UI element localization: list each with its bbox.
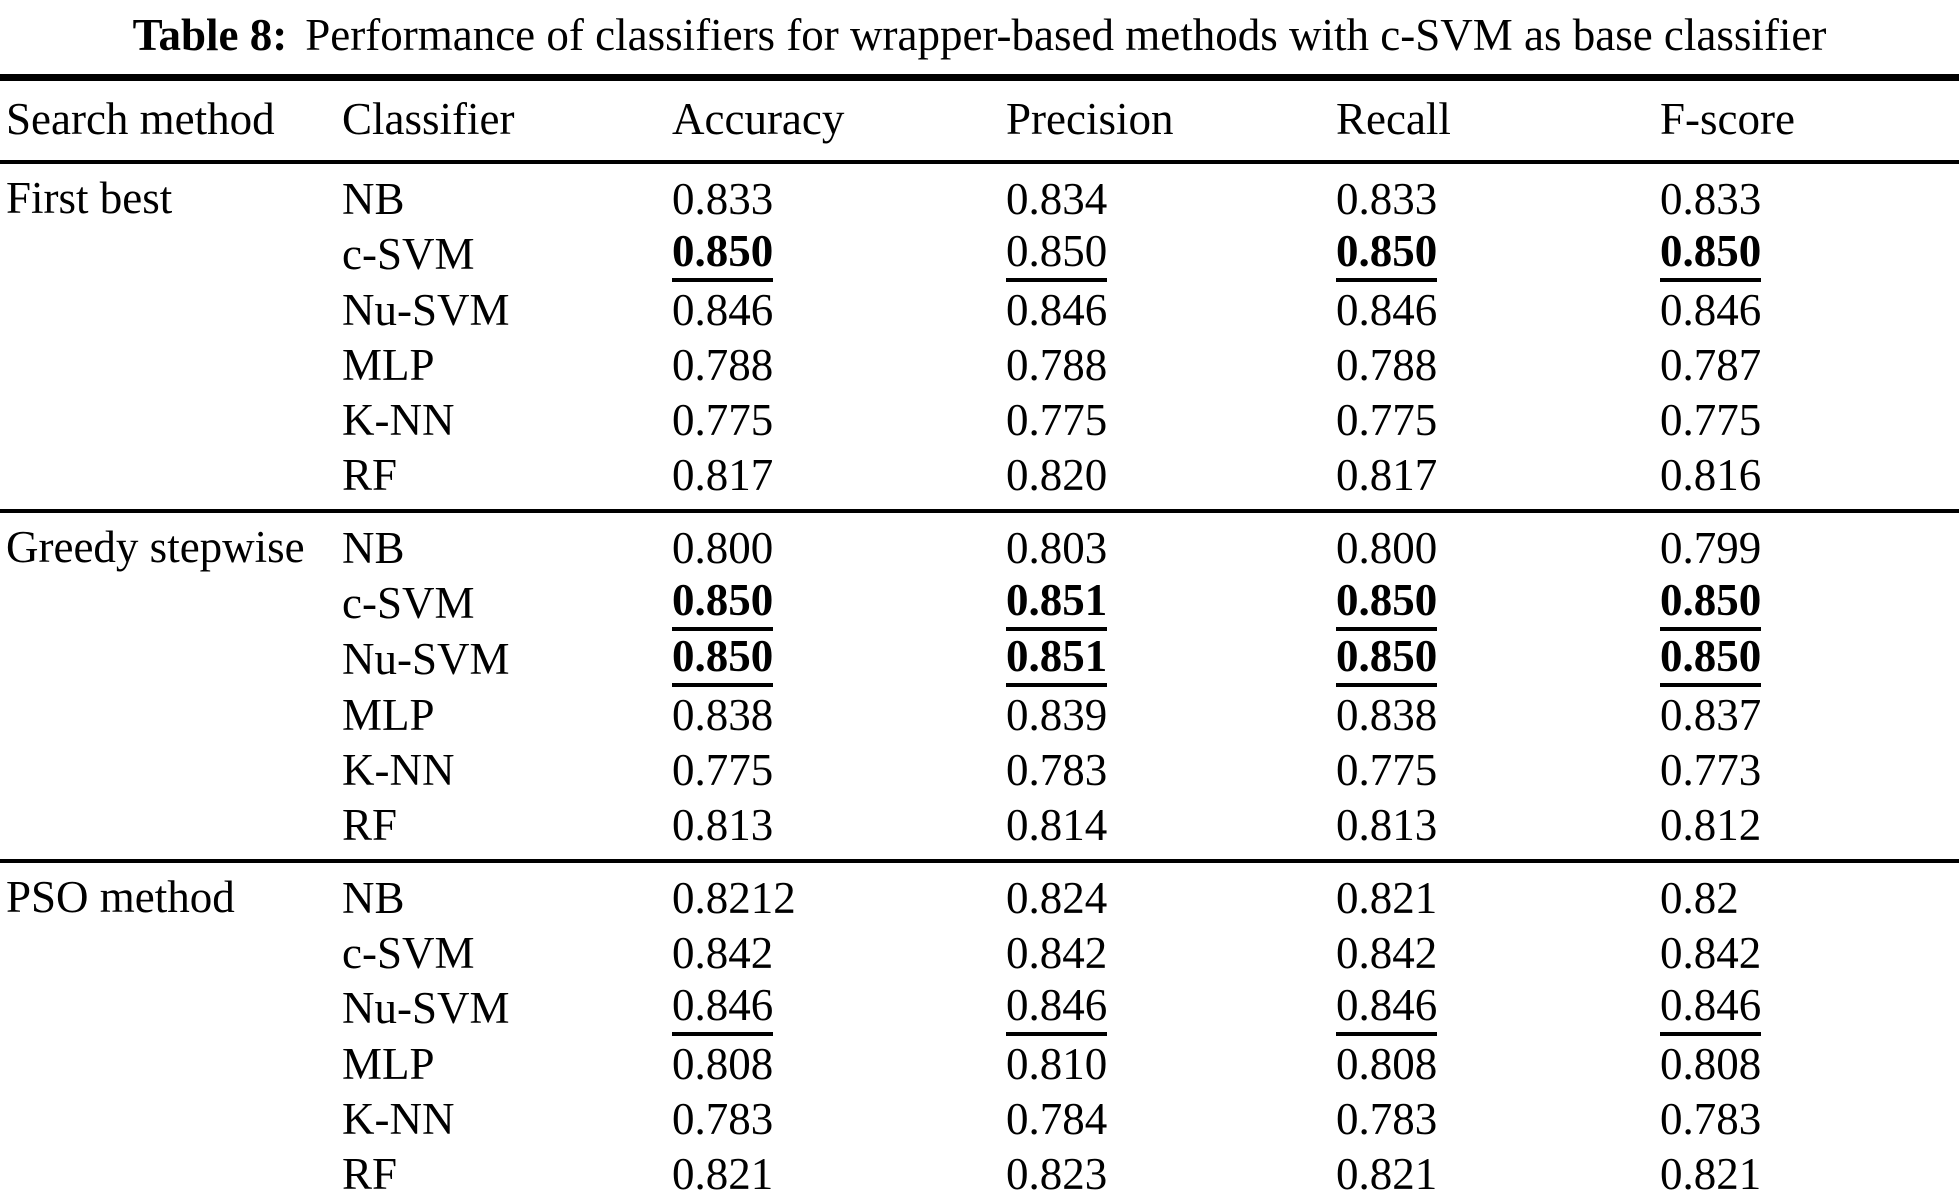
- metric-value: 0.850: [672, 634, 773, 687]
- column-header-classifier: [336, 78, 666, 163]
- classifier-label: c-SVM: [342, 578, 475, 628]
- metric-value-cell: [1330, 337, 1654, 392]
- metric-value-cell: [1330, 575, 1654, 631]
- classifier-label: Nu-SVM: [342, 284, 510, 335]
- metric-value: 0.817: [1336, 449, 1438, 500]
- metric-value-cell: [1000, 282, 1330, 337]
- metric-value-cell: [1330, 511, 1654, 575]
- metric-value: 0.788: [672, 339, 774, 390]
- metric-value: 0.783: [672, 1093, 774, 1144]
- metric-value: 0.851: [1006, 578, 1107, 631]
- metric-value-cell: [1654, 1036, 1959, 1091]
- metric-value-cell: [1330, 1036, 1654, 1091]
- classifier-cell: [336, 1146, 666, 1202]
- classifier-cell: [336, 1091, 666, 1146]
- metric-value: 0.814: [1006, 799, 1108, 850]
- classifier-label: K-NN: [342, 394, 455, 445]
- metric-value: 0.821: [672, 1148, 774, 1199]
- metric-value: 0.850: [1336, 578, 1437, 631]
- metric-value-cell: [1654, 1146, 1959, 1202]
- classifier-cell: [336, 687, 666, 742]
- metric-value: 0.842: [1336, 927, 1438, 978]
- classifier-label: Nu-SVM: [342, 634, 510, 684]
- metric-value-cell: [1654, 980, 1959, 1036]
- metric-value-cell: [1000, 980, 1330, 1036]
- metric-value: 0.810: [1006, 1038, 1108, 1089]
- metric-value-cell: [666, 861, 1000, 925]
- classifier-cell: [336, 631, 666, 687]
- metric-value-cell: [1330, 742, 1654, 797]
- results-table: [0, 74, 1959, 1202]
- metric-value: 0.820: [1006, 449, 1108, 500]
- metric-value-cell: [1654, 797, 1959, 861]
- metric-value: 0.813: [672, 799, 774, 850]
- column-header-label: Precision: [1006, 93, 1174, 144]
- metric-value: 0.839: [1006, 689, 1108, 740]
- column-header-label: F-score: [1660, 93, 1795, 144]
- metric-value-cell: [666, 511, 1000, 575]
- metric-value: 0.821: [1336, 1148, 1438, 1199]
- metric-value: 0.833: [672, 173, 774, 224]
- metric-value: 0.82: [1660, 872, 1739, 923]
- metric-value-cell: [666, 980, 1000, 1036]
- metric-value-cell: [1000, 575, 1330, 631]
- metric-value: 0.850: [1336, 634, 1437, 687]
- metric-value-cell: [666, 1036, 1000, 1091]
- metric-value-cell: [1330, 925, 1654, 980]
- metric-value: 0.833: [1660, 173, 1762, 224]
- metric-value: 0.812: [1660, 799, 1762, 850]
- classifier-cell: [336, 1036, 666, 1091]
- metric-value-cell: [666, 162, 1000, 226]
- metric-value-cell: [1000, 631, 1330, 687]
- metric-value: 0.846: [672, 284, 774, 335]
- classifier-label: NB: [342, 872, 405, 923]
- metric-value: 0.808: [1336, 1038, 1438, 1089]
- metric-value: 0.842: [672, 927, 774, 978]
- metric-value-cell: [1654, 282, 1959, 337]
- metric-value: 0.813: [1336, 799, 1438, 850]
- metric-value: 0.846: [1336, 983, 1437, 1036]
- metric-value-cell: [1654, 575, 1959, 631]
- metric-value-cell: [1330, 392, 1654, 447]
- metric-value: 0.775: [672, 744, 774, 795]
- metric-value: 0.803: [1006, 522, 1108, 573]
- metric-value: 0.838: [1336, 689, 1438, 740]
- metric-value-cell: [666, 687, 1000, 742]
- metric-value-cell: [1000, 1146, 1330, 1202]
- classifier-label: K-NN: [342, 1093, 455, 1144]
- metric-value-cell: [1330, 447, 1654, 511]
- metric-value-cell: [1000, 511, 1330, 575]
- metric-value-cell: [1654, 392, 1959, 447]
- search-method-label: PSO method: [6, 872, 235, 922]
- classifier-cell: [336, 980, 666, 1036]
- metric-value-cell: [1654, 742, 1959, 797]
- metric-value-cell: [1330, 1091, 1654, 1146]
- metric-value: 0.823: [1006, 1148, 1108, 1199]
- metric-value-cell: [666, 631, 1000, 687]
- metric-value-cell: [1000, 337, 1330, 392]
- search-method-cell: [0, 861, 336, 1202]
- metric-value: 0.808: [1660, 1038, 1762, 1089]
- classifier-cell: [336, 392, 666, 447]
- metric-value: 0.842: [1660, 927, 1762, 978]
- metric-value: 0.775: [1336, 744, 1438, 795]
- metric-value-cell: [1654, 447, 1959, 511]
- metric-value: 0.846: [1006, 284, 1108, 335]
- metric-value-cell: [1654, 337, 1959, 392]
- metric-value-cell: [666, 282, 1000, 337]
- metric-value-cell: [666, 575, 1000, 631]
- metric-value: 0.850: [672, 229, 773, 282]
- metric-value-cell: [1330, 687, 1654, 742]
- classifier-label: Nu-SVM: [342, 983, 510, 1033]
- metric-value: 0.846: [1660, 983, 1761, 1036]
- metric-value: 0.846: [672, 983, 773, 1036]
- table-group: [0, 162, 1959, 511]
- metric-value: 0.846: [1336, 284, 1438, 335]
- metric-value: 0.8212: [672, 872, 796, 923]
- classifier-label: RF: [342, 449, 398, 500]
- column-header-f-score: [1654, 78, 1959, 163]
- metric-value-cell: [1000, 925, 1330, 980]
- metric-value-cell: [1330, 797, 1654, 861]
- metric-value-cell: [1654, 861, 1959, 925]
- column-header-label: Classifier: [342, 93, 515, 144]
- search-method-label: First best: [6, 173, 173, 223]
- table-caption: [0, 0, 1959, 74]
- column-header-label: Recall: [1336, 93, 1451, 144]
- classifier-cell: [336, 742, 666, 797]
- metric-value-cell: [1654, 511, 1959, 575]
- column-header-precision: [1000, 78, 1330, 163]
- classifier-cell: [336, 337, 666, 392]
- classifier-label: RF: [342, 1148, 398, 1199]
- classifier-cell: [336, 925, 666, 980]
- classifier-cell: [336, 575, 666, 631]
- classifier-label: K-NN: [342, 744, 455, 795]
- column-header-accuracy: [666, 78, 1000, 163]
- classifier-cell: [336, 861, 666, 925]
- metric-value-cell: [1330, 162, 1654, 226]
- search-method-label: Greedy stepwise: [6, 522, 305, 572]
- metric-value: 0.800: [1336, 522, 1438, 573]
- metric-value-cell: [1330, 226, 1654, 282]
- classifier-cell: [336, 447, 666, 511]
- search-method-cell: [0, 162, 336, 511]
- classifier-label: RF: [342, 799, 398, 850]
- table-caption-label: Table 8:: [132, 10, 288, 60]
- classifier-label: MLP: [342, 339, 435, 390]
- metric-value: 0.834: [1006, 173, 1108, 224]
- metric-value: 0.846: [1660, 284, 1762, 335]
- column-header-label: Search method: [6, 93, 275, 144]
- metric-value-cell: [1654, 925, 1959, 980]
- classifier-cell: [336, 511, 666, 575]
- metric-value-cell: [1000, 162, 1330, 226]
- metric-value: 0.783: [1660, 1093, 1762, 1144]
- metric-value-cell: [666, 797, 1000, 861]
- metric-value-cell: [666, 226, 1000, 282]
- metric-value-cell: [1000, 797, 1330, 861]
- metric-value-cell: [1000, 687, 1330, 742]
- metric-value: 0.799: [1660, 522, 1762, 573]
- metric-value: 0.775: [1660, 394, 1762, 445]
- metric-value-cell: [1330, 282, 1654, 337]
- metric-value: 0.821: [1660, 1148, 1762, 1199]
- metric-value: 0.788: [1006, 339, 1108, 390]
- metric-value-cell: [1654, 162, 1959, 226]
- classifier-cell: [336, 162, 666, 226]
- metric-value-cell: [1000, 1036, 1330, 1091]
- table-group: [0, 861, 1959, 1202]
- table-group: [0, 511, 1959, 861]
- metric-value: 0.842: [1006, 927, 1108, 978]
- classifier-cell: [336, 226, 666, 282]
- classifier-label: NB: [342, 522, 405, 573]
- metric-value: 0.851: [1006, 634, 1107, 687]
- metric-value-cell: [1000, 1091, 1330, 1146]
- classifier-label: NB: [342, 173, 405, 224]
- metric-value: 0.837: [1660, 689, 1762, 740]
- metric-value: 0.850: [1336, 229, 1437, 282]
- metric-value: 0.833: [1336, 173, 1438, 224]
- metric-value: 0.846: [1006, 983, 1107, 1036]
- table-row: [0, 162, 1959, 226]
- column-header-recall: [1330, 78, 1654, 163]
- metric-value-cell: [666, 392, 1000, 447]
- classifier-label: MLP: [342, 1038, 435, 1089]
- metric-value: 0.816: [1660, 449, 1762, 500]
- metric-value: 0.817: [672, 449, 774, 500]
- metric-value: 0.850: [1660, 578, 1761, 631]
- metric-value-cell: [666, 1091, 1000, 1146]
- metric-value-cell: [1000, 392, 1330, 447]
- metric-value: 0.775: [1336, 394, 1438, 445]
- metric-value-cell: [1330, 1146, 1654, 1202]
- table-row: [0, 511, 1959, 575]
- metric-value: 0.784: [1006, 1093, 1108, 1144]
- metric-value: 0.783: [1336, 1093, 1438, 1144]
- metric-value: 0.850: [1660, 229, 1761, 282]
- metric-value-cell: [666, 742, 1000, 797]
- classifier-label: c-SVM: [342, 927, 475, 978]
- metric-value-cell: [1000, 447, 1330, 511]
- metric-value-cell: [666, 447, 1000, 511]
- metric-value-cell: [1654, 631, 1959, 687]
- table-caption-text: Performance of classifiers for wrapper-based methods with c-SVM as base classifier: [305, 10, 1827, 60]
- classifier-label: c-SVM: [342, 229, 475, 279]
- metric-value: 0.788: [1336, 339, 1438, 390]
- metric-value: 0.850: [672, 578, 773, 631]
- classifier-cell: [336, 797, 666, 861]
- metric-value-cell: [666, 337, 1000, 392]
- metric-value: 0.850: [1660, 634, 1761, 687]
- metric-value-cell: [1330, 861, 1654, 925]
- metric-value-cell: [1654, 226, 1959, 282]
- search-method-cell: [0, 511, 336, 861]
- classifier-cell: [336, 282, 666, 337]
- metric-value-cell: [1000, 861, 1330, 925]
- metric-value-cell: [1000, 742, 1330, 797]
- metric-value: 0.850: [1006, 229, 1107, 282]
- metric-value: 0.775: [1006, 394, 1108, 445]
- metric-value: 0.773: [1660, 744, 1762, 795]
- metric-value: 0.800: [672, 522, 774, 573]
- metric-value-cell: [666, 1146, 1000, 1202]
- metric-value: 0.824: [1006, 872, 1108, 923]
- table-header: [0, 78, 1959, 163]
- metric-value: 0.783: [1006, 744, 1108, 795]
- header-row: [0, 78, 1959, 163]
- metric-value-cell: [1654, 687, 1959, 742]
- column-header-search-method: [0, 78, 336, 163]
- metric-value: 0.775: [672, 394, 774, 445]
- metric-value: 0.808: [672, 1038, 774, 1089]
- classifier-label: MLP: [342, 689, 435, 740]
- metric-value: 0.838: [672, 689, 774, 740]
- metric-value-cell: [1330, 980, 1654, 1036]
- metric-value-cell: [1654, 1091, 1959, 1146]
- metric-value-cell: [1000, 226, 1330, 282]
- metric-value-cell: [666, 925, 1000, 980]
- metric-value: 0.787: [1660, 339, 1762, 390]
- metric-value-cell: [1330, 631, 1654, 687]
- column-header-label: Accuracy: [672, 93, 845, 144]
- metric-value: 0.821: [1336, 872, 1438, 923]
- table-row: [0, 861, 1959, 925]
